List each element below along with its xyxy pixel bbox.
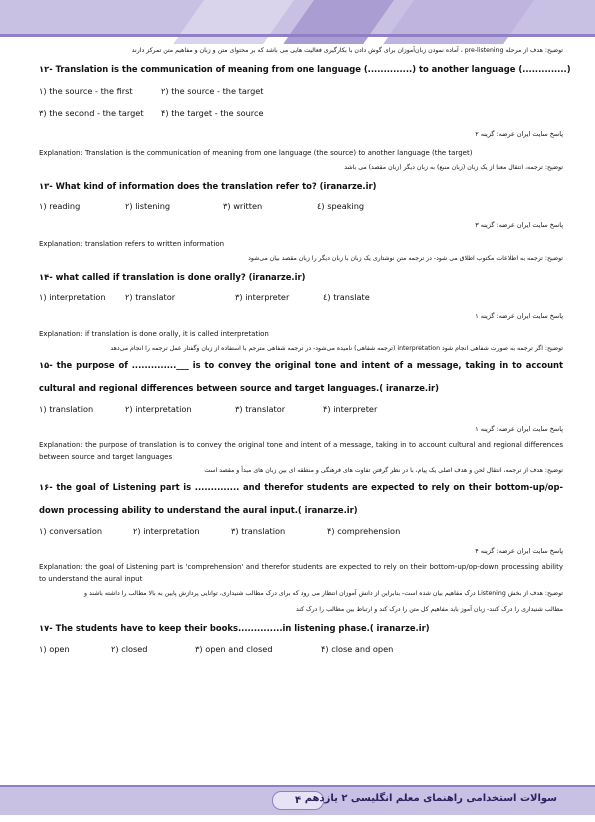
- q15-answer: پاسخ سایت ایران عرضه: گزینه ۱: [475, 425, 563, 433]
- q14-option-1: ۱) interpretation: [39, 292, 106, 302]
- q17-option-2: ۲) closed: [111, 644, 148, 654]
- q15-option-4: ۴) interpreter: [323, 404, 378, 414]
- q12-note: توضیح: ترجمه، انتقال معنا از یک زبان (زبان منبع) به زبان دیگر (زبان مقصد) می باشد: [344, 164, 563, 171]
- q12-option-1: ۱) the source - the first: [39, 86, 133, 96]
- q13-option-4: ٤) speaking: [317, 201, 365, 211]
- q16-explanation: Explanation: the goal of Listening part is 'comprehension' and therefor students are expected to rely on their bottom-up/op-down processing ability to understand the aural input: [39, 563, 563, 583]
- question-15: ۱۵- the purpose of ..............___ is to convey the original tone and intent of a message, taking in to account cultural and regional differences between source and target languages.( iranarze.ir): [39, 360, 563, 393]
- q12-options-row1: [39, 84, 563, 98]
- q12-answer: پاسخ سایت ایران عرضه: گزینه ۲: [475, 130, 563, 138]
- q13-options: [39, 199, 563, 213]
- q14-options: [39, 290, 563, 304]
- q12-explanation: Explanation: Translation is the communication of meaning from one language (the source) to another language (the target): [39, 149, 473, 157]
- question-16: ۱۶- the goal of Listening part is .............. and therefor students are expected to rely on their bottom-up/op-down processing ability to understand the aural input.( iranarze.ir): [39, 482, 563, 515]
- q17-option-4: ۴) close and open: [321, 644, 394, 654]
- q15-option-2: ۲) interpretation: [125, 404, 192, 414]
- q15-option-3: ۳) translator: [235, 404, 286, 414]
- q12-option-3: ۳) the second - the target: [39, 108, 144, 118]
- q16-answer: پاسخ سایت ایران عرضه: گزینه ۴: [475, 547, 563, 555]
- q16-note-line1: توضیح: هدف از بخش Listening درک مفاهیم بیان شده است- بنابراین از دانش آموزان انتظار می رود که برای درک مطالب شنیداری، توانایی پردازش پایین به بالا مطالب را داشته باشند و: [84, 590, 563, 597]
- question-12: ۱۲- Translation is the communication of meaning from one language (..............) to another language (..............): [39, 64, 571, 74]
- q13-note: توضیح: ترجمه به اطلاعات مکتوب اطلاق می شود- در ترجمه متن نوشتاری یک زبان با زبان دیگر را زبان مقصد بیان می‌شود: [248, 255, 563, 262]
- q16-options: [39, 524, 563, 538]
- q15-options: [39, 402, 563, 416]
- q13-option-2: ۲) listening: [125, 201, 171, 211]
- question-17: ۱۷- The students have to keep their books..............in listening phase.( iranarze.ir): [39, 623, 430, 633]
- q16-option-4: ۴) comprehension: [327, 526, 401, 536]
- q13-explanation: Explanation: translation refers to written information: [39, 240, 225, 248]
- q15-note: توضیح: هدف از ترجمه، انتقال لحن و هدف اصلی یک پیام، با در نظر گرفتن تفاوت های فرهنگی و منطقه ای بین زبان های مبدأ و مقصد است: [204, 467, 563, 474]
- question-13: ۱۳- What kind of information does the translation refer to? (iranarze.ir): [39, 181, 377, 191]
- q14-note: توضیح: اگر ترجمه به صورت شفاهی انجام شود interpretation (ترجمه شفاهی) نامیده می‌شود- در ترجمه شفاهی مترجم با استفاده از زبان وگفتار عمل ترجمه را انجام می‌دهد: [110, 345, 563, 352]
- page-number: ۴: [272, 791, 324, 810]
- q12-option-4: ۴) the target - the source: [161, 108, 264, 118]
- q13-option-1: ۱) reading: [39, 201, 81, 211]
- page-footer: [0, 785, 595, 822]
- q13-answer: پاسخ سایت ایران عرضه: گزینه ۳: [475, 221, 563, 229]
- q16-option-3: ۳) translation: [231, 526, 286, 536]
- q14-option-2: ۲) translator: [125, 292, 176, 302]
- q13-option-3: ۳) written: [223, 201, 263, 211]
- q16-note-line2: مطالب شنیداری را درک کنند- زبان آموز باید مفاهیم کل متن را درک کند و ارتباط بین مطالب را درک کند: [296, 606, 563, 613]
- top-note: توضیح: هدف از مرحله pre-listening ، آماده نمودن زبان‌آموزان برای گوش دادن با بکارگیری فعالیت هایی می باشد که بر محتوای متن و زبان و مفاهیم متن تمرکز دارند: [131, 47, 563, 54]
- q16-option-1: ۱) conversation: [39, 526, 103, 536]
- q17-option-3: ۳) open and closed: [195, 644, 273, 654]
- q12-options-row2: [39, 106, 563, 120]
- q14-answer: پاسخ سایت ایران عرضه: گزینه ۱: [475, 312, 563, 320]
- document-body: [39, 46, 571, 656]
- q14-option-3: ۳) interpreter: [235, 292, 290, 302]
- q17-options: [39, 642, 563, 656]
- q12-option-2: ۲) the source - the target: [161, 86, 264, 96]
- q17-option-1: ۱) open: [39, 644, 70, 654]
- question-14: ۱۴- what called if translation is done orally? (iranarze.ir): [39, 272, 306, 282]
- page-header-decoration: [0, 0, 595, 44]
- q15-explanation: Explanation: the purpose of translation is to convey the original tone and intent of a message, taking in to account cultural and regional differences between source and target languages: [39, 441, 563, 461]
- q16-option-2: ۲) interpretation: [133, 526, 200, 536]
- q15-option-1: ۱) translation: [39, 404, 94, 414]
- q14-option-4: ٤) translate: [323, 292, 370, 302]
- footer-title: سوالات استخدامی راهنمای معلم انگلیسی ۲ یازدهم: [304, 793, 557, 804]
- q14-explanation: Explanation: if translation is done orally, it is called interpretation: [39, 330, 269, 338]
